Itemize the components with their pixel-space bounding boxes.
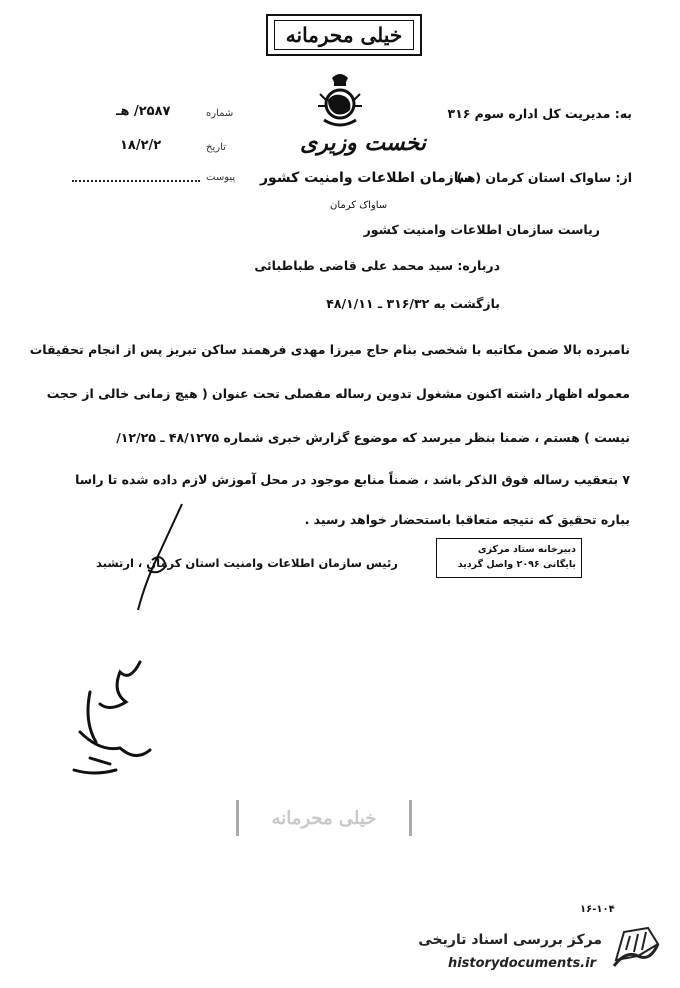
classification-stamp-bottom: خیلی محرمانه (236, 800, 412, 836)
ministry-title: نخست وزیری (300, 130, 426, 156)
signature-line: رئیس سازمان اطلاعات وامنیت استان کرمان ، ارتشبد (96, 556, 398, 570)
receipt-stamp (436, 538, 582, 578)
archive-logo-icon (608, 926, 664, 974)
reference-line: بازگشت به ۳۱۶/۳۲ ـ ۴۸/۱/۱۱ (326, 296, 500, 311)
lion-sun-emblem-icon (314, 70, 366, 132)
handwritten-note-icon (60, 652, 160, 792)
date-value: ۱۸/۲/۲ (120, 138, 162, 153)
body-line-4: ۷ بتعقیب رساله فوق الذکر باشد ، ضمناً منابع موجود در محل آموزش لازم داده شده تا راسا (75, 472, 630, 487)
footer-title: مرکز بررسی اسناد تاریخی (418, 932, 602, 948)
from-line: از: ساواک استان کرمان (هـ) (456, 170, 632, 185)
classification-stamp-top (266, 14, 422, 56)
stamp-line-2: بایگانی ۲۰۹۶ واصل گردید (457, 559, 576, 570)
page-code: ۱۶-۱۰۴ (580, 904, 615, 915)
footer-url[interactable]: historydocuments.ir (447, 956, 596, 971)
number-label: شماره (206, 108, 234, 119)
body-line-2: معموله اظهار داشته اکنون مشغول تدوین رساله مفصلی تحت عنوان ( هیچ زمانی خالی از حجت (46, 386, 630, 401)
to-line: به: مدیریت کل اداره سوم ۳۱۶ (447, 106, 632, 121)
sub-office: ساواک کرمان (330, 200, 388, 211)
date-label: تاریخ (206, 142, 226, 153)
attachment-label: پیوست (206, 172, 236, 183)
signature-scribble-icon (118, 500, 198, 620)
body-line-3: نیست ) هستم ، ضمنا بنظر میرسد که موضوع گزارش خبری شماره ۴۸/۱۲۷۵ ـ ۱۲/۲۵/ (116, 430, 630, 445)
body-line-5: بباره تحقیق که نتیجه متعاقبا باستحضار خواهد رسید . (304, 512, 630, 527)
organization-title: سازمان اطلاعات وامنیت کشور (260, 170, 473, 186)
stamp-line-1: دبیرخانه ستاد مرکزی (477, 544, 576, 555)
subject-line: ریاست سازمان اطلاعات وامنیت کشور (363, 222, 600, 237)
number-value: ۲۵۸۷/ هـ (116, 104, 171, 119)
about-line: درباره: سید محمد علی قاضی طباطبائی (254, 258, 500, 273)
attachment-blank (72, 180, 200, 182)
classification-text-top: خیلی محرمانه (274, 20, 414, 50)
body-line-1: نامبرده بالا ضمن مکاتبه با شخصی بنام حاج میرزا مهدی فرهمند ساکن تبریز پس از انجام تحقیقات (29, 342, 630, 357)
